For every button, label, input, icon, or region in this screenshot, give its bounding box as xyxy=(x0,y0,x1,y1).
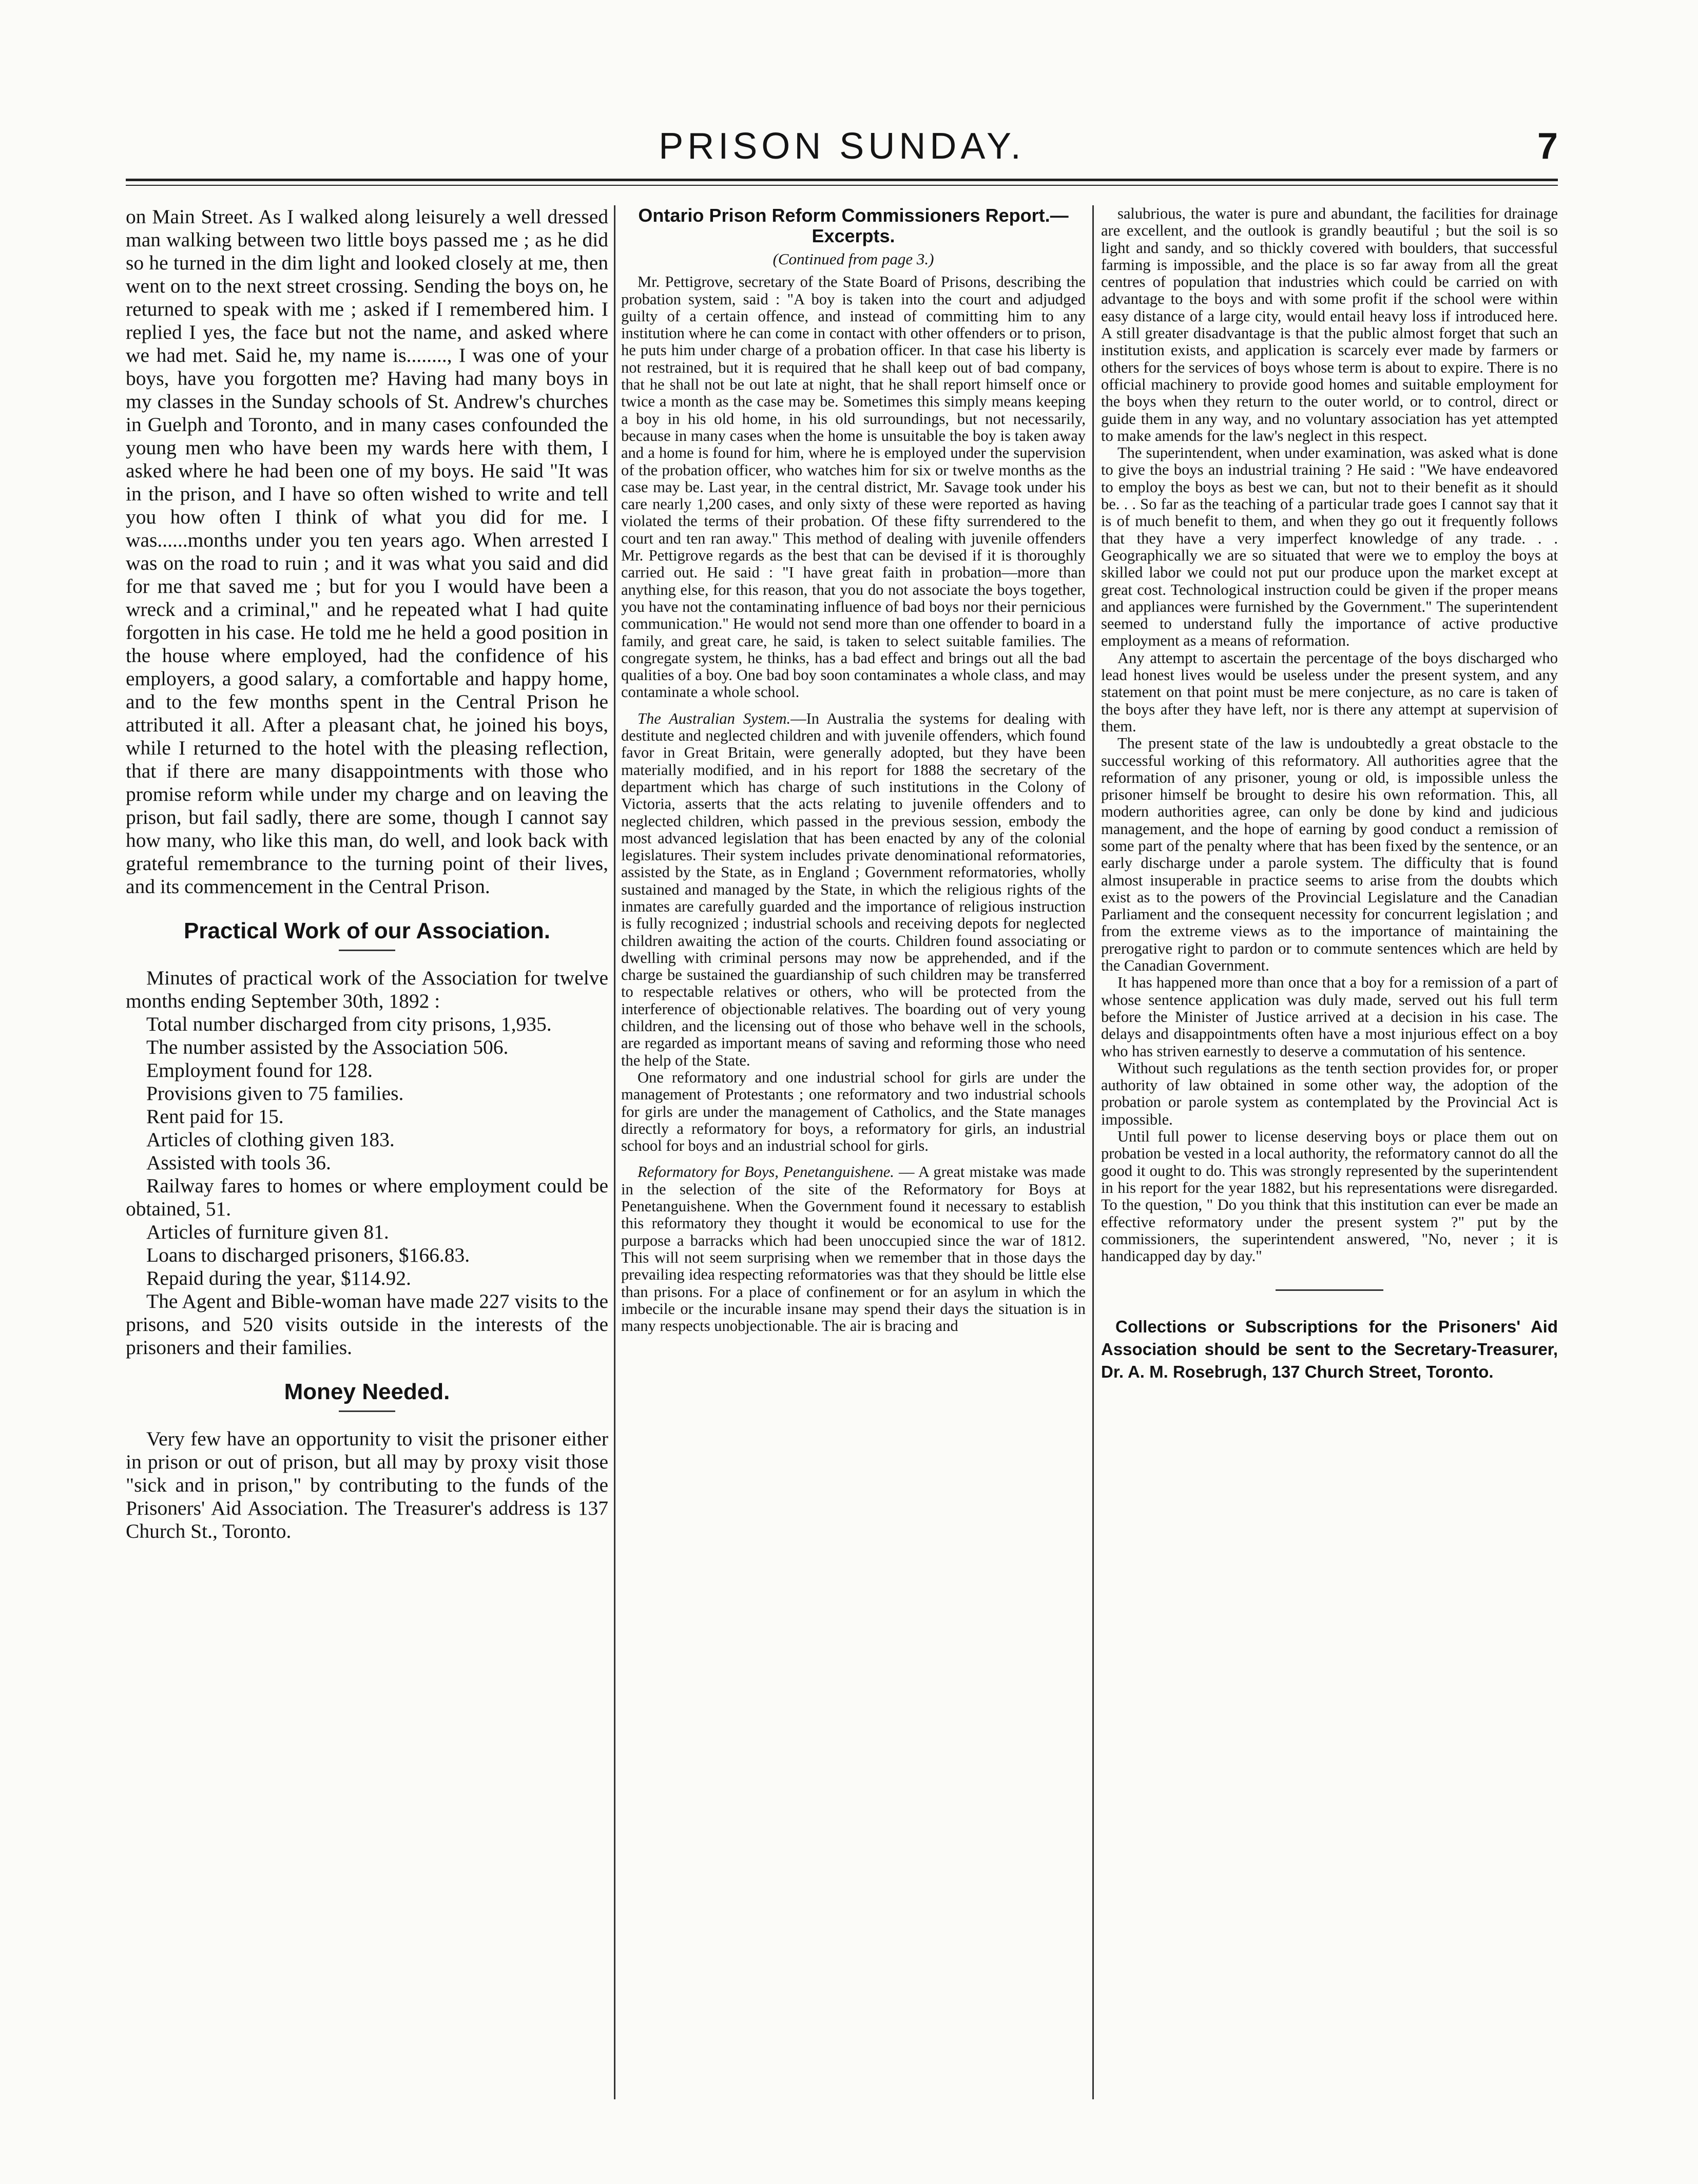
header-rule-top xyxy=(126,179,1558,181)
list-item: Provisions given to 75 families. xyxy=(146,1082,404,1105)
australian-paragraph xyxy=(621,710,1086,1069)
list-item: The number assisted by the Association 506. xyxy=(146,1036,509,1058)
list-item: Articles of clothing given 183. xyxy=(146,1128,395,1151)
collections-notice: Collections or Subscriptions for the Prisoners' Aid Association should be sent to the Secretary-Treasurer, Dr. A. M. Rosebrugh, 137 Church Street, Toronto. xyxy=(1101,1317,1558,1382)
practical-list xyxy=(126,1013,608,1359)
paragraph: It has happened more than once that a boy for a remission of a part of whose sentence application was duly made, served out his full term before the Minister of Justice arrived at a decision in his case. The delays and disappointments often have a most injurious effect on a boy who has striven earnestly to deserve a commutation of his sentence. xyxy=(1101,974,1558,1060)
practical-work-heading: Practical Work of our Association. xyxy=(184,918,550,943)
paragraph: Until full power to license deserving boys or place them out on probation be vested in a local authority, the reformatory cannot do all the good it ought to do. This was strongly represented by the superintendent in his report for the year 1882, but his representations were disregarded. To the question, " Do you think that this institution can ever be made an effective reformatory under the present system ?" put by the commissioners, the superintendent answered, "No, never ; it is handicapped day by day." xyxy=(1101,1128,1558,1265)
header-rule-bottom xyxy=(126,185,1558,186)
list-item: Loans to discharged prisoners, $166.83. xyxy=(146,1244,470,1266)
australian-text: —In Australia the systems for dealing with destitute and neglected children and with juvenile offenders, which found favor in Great Britain, were generally adopted, but they have been materially modified, and in his report for 1888 the secretary of the department which has charge of such institutions in the Colony of Victoria, asserts that the acts relating to juvenile offenders and to neglected children, which passed in the previous session, embody the most advanced legislation that has been enacted by any of the colonial legislatures. Their system includes private denominational reformatories, assisted by the State, as in England ; Government reformatories, wholly sustained and managed by the State, in which the religious rights of the inmates are carefully guarded and the importance of religious instruction is fully recognized ; industrial schools and receiving depots for neglected children awaiting the action of the courts. Children found associating or dwelling with criminal persons may now be apprehended, and if the charge be sustained the guardianship of such children may be transferred to respectable relatives or others, who will be protected from the interference of objectionable relatives. The boarding out of very young children, and the licensing out of those who behave well in the schools, are regarded as important means of saving and reforming those who need the help of the State. xyxy=(621,709,1086,1069)
penetang-text: — A great mistake was made in the selection of the site of the Reformatory for Boys at Penetanguishene. When the Government found it necessary to establish this reformatory they thought it would be economical to use for the purpose a barracks which had been unoccupied since the war of 1812. This will not seem surprising when we remember that in those days the prevailing idea respecting reformatories was that they should be little else than prisons. For a place of confinement or for an asylum in which the imbecile or the incurable insane may spend their days the situation is in many respects unobjectionable. The air is bracing and xyxy=(621,1163,1086,1335)
notice-rule xyxy=(1276,1289,1383,1291)
reformatory-paragraph: One reformatory and one industrial school for girls are under the management of Protestants ; one reformatory and two industrial schools for girls are under the management of Catholics, and the State manages directly a reformatory for boys, a reformatory for girls, an industrial school for boys and an industrial school for girls. xyxy=(621,1068,1086,1155)
paragraph: Without such regulations as the tenth section provides for, or proper authority of law obtained in some other way, the adoption of the probation or parole system as contemplated by the Provincial Act is impossible. xyxy=(1101,1059,1558,1128)
list-item: Total number discharged from city prisons, 1,935. xyxy=(146,1013,552,1035)
list-item: Railway fares to homes or where employment could be obtained, 51. xyxy=(126,1174,608,1220)
heading-rule xyxy=(339,1410,395,1412)
continued-note: (Continued from page 3.) xyxy=(773,250,934,268)
column-divider-left xyxy=(614,205,615,2099)
list-item: Rent paid for 15. xyxy=(146,1105,284,1128)
heading-rule xyxy=(339,950,395,951)
report-heading: Ontario Prison Reform Commissioners Report.—Excerpts. xyxy=(638,205,1069,246)
probation-paragraph: Mr. Pettigrove, secretary of the State Board of Prisons, describing the probation system, said : "A boy is taken into the court and adjudged guilty of a certain offence, and instead of committing him to any institution where he can come in contact with other offenders or to prison, he puts him under charge of a probation officer. In that case his liberty is not restrained, but it is required that he shall keep out of bad company, that he shall not be out late at night, that he shall report himself once or twice a month as the case may be. Sometimes this simply means keeping a boy in his old home, in his old surroundings, but not necessarily, because in many cases when the home is unsuitable the boy is taken away and a home is found for him, where he is employed under the supervision of the probation officer, who watches him for six or twelve months as the case may be. Last year, in the central district, Mr. Savage took under his care nearly 1,200 cases, and only sixty of these were reported as having violated the terms of their probation. Of these fifty surrendered to the court and ten ran away." This method of dealing with juvenile offenders Mr. Pettigrove regards as the best that can be devised if it is thoroughly carried out. He said : "I have great faith in probation—more than anything else, for this reason, that you do not associate the boys together, you have not the contaminating influence of bad boys nor their pernicious communication." He would not send more than one offender to board in a family, and great care, he said, is taken to select suitable families. The congregate system, he thinks, has a bad effect and brings out all the bad qualities of a boy. One bad boy soon contaminates a whole class, and may contaminate a whole school. xyxy=(621,273,1086,701)
paragraph: The present state of the law is undoubtedly a great obstacle to the successful working of this reformatory. All authorities agree that the reformation of any prisoner, young or old, is impossible unless the prisoner himself be brought to desire his own reformation. This, all modern authorities agree, can only be done by kind and judicious management, and the hope of earning by good conduct a remission of some part of the penalty where that has been fixed by the sentence, or an early discharge under a parole system. The difficulty that is found almost insuperable in practice seems to arise from the doubts which exist as to the powers of the Provincial Legislature and the Canadian Parliament and the consequent necessity for concurrent legislation ; and from the extreme views as to the importance of maintaining the prerogative right to pardon or to commute sentences which are held by the Canadian Government. xyxy=(1101,735,1558,975)
list-item: Employment found for 128. xyxy=(146,1059,373,1081)
paragraph: The superintendent, when under examination, was asked what is done to give the boys an industrial training ? He said : "We have endeavored to employ the boys as best we can, but not to their benefit as it should be. . . So far as the teaching of a particular trade goes I cannot say that it is of much benefit to them, and when they go out it frequently follows that they have a very imperfect knowledge of any trade. . . Geographically we are so situated that were we to employ the boys at skilled labor we could not put our produce upon the market except at great cost. Technological instruction could be given if the proper means and appliances were furnished by the Government." The superintendent seemed to understand fully the importance of active productive employment as a means of reformation. xyxy=(1101,444,1558,650)
column-left xyxy=(126,205,608,2138)
practical-intro: Minutes of practical work of the Association for twelve months ending September 30th, 1892 : xyxy=(126,967,608,1012)
australian-title: The Australian System. xyxy=(638,709,791,727)
column-right xyxy=(1101,205,1558,2138)
penetang-paragraph xyxy=(621,1164,1086,1335)
penetang-title: Reformatory for Boys, Penetanguishene. xyxy=(638,1163,894,1181)
page-number: 7 xyxy=(1537,126,1558,167)
money-needed-text: Very few have an opportunity to visit the prisoner either in prison or out of prison, but all may by proxy visit those "sick and in prison," by contributing to the funds of the Prisoners' Aid Association. The Treasurer's address is 137 Church St., Toronto. xyxy=(126,1427,608,1542)
list-item: Articles of furniture given 81. xyxy=(146,1221,389,1243)
list-item: Repaid during the year, $114.92. xyxy=(146,1267,411,1289)
publication-title: PRISON SUNDAY. xyxy=(659,126,1025,167)
money-needed-heading: Money Needed. xyxy=(284,1379,450,1404)
story-continuation: on Main Street. As I walked along leisurely a well dressed man walking between two little boys passed me ; as he did so he turned in the dim light and looked closely at me, then went on to the next street crossing. Sending the boys on, he returned to speak with me ; asked if I remembered him. I replied I yes, the face but not the name, and asked where we had met. Said he, my name is........, I was one of your boys, have you forgotten me? Having had many boys in my classes in the Sunday schools of St. Andrew's churches in Guelph and Toronto, and in many cases confounded the young men who have been my wards here with them, I asked where he had been one of my boys. He said "It was in the prison, and I have so often wished to write and tell you how often I think of what you did for me. I was......months under you ten years ago. When arrested I was on the road to ruin ; and it was what you said and did for me that saved me ; but for you I would have been a wreck and a criminal," and he repeated what I had quite forgotten in his case. He told me he held a good position in the house where employed, had the confidence of his employers, a good salary, a comfortable and happy home, and to the few months spent in the Central Prison he attributed it all. After a pleasant chat, he joined his boys, while I returned to the hotel with the pleasing reflection, that if there are many disappointments with those who promise reform while under my charge and on leaving the prison, but fail sadly, there are some, though I cannot say how many, who like this man, do well, and look back with grateful remembrance to the turning point of their lives, and its commencement in the Central Prison. xyxy=(126,205,608,898)
paragraph: salubrious, the water is pure and abundant, the facilities for drainage are excellent, and the outlook is grandly beautiful ; but the soil is so light and sandy, and so thickly covered with boulders, that successful farming is impossible, and the place is so far away from all the great centres of population that industries which could be carried on with advantage to the boys and with some profit if the school were within easy distance of a large city, would entail heavy loss if introduced here. A still greater disadvantage is that the public almost forget that such an institution exists, and application is scarcely ever made by farmers or others for the services of boys whose term is about to expire. There is no official machinery to provide good homes and suitable employment for the boys when they return to the outer world, or to control, direct or guide them in any way, and no voluntary association has yet attempted to make amends for the law's neglect in this respect. xyxy=(1101,205,1558,444)
page-header xyxy=(126,122,1558,171)
column-divider-right xyxy=(1092,205,1094,2099)
list-item: Assisted with tools 36. xyxy=(146,1151,331,1174)
list-item: The Agent and Bible-woman have made 227 visits to the prisons, and 520 visits outside in the interests of the prisoners and their families. xyxy=(126,1290,608,1359)
paragraph: Any attempt to ascertain the percentage of the boys discharged who lead honest lives would be useless under the present system, and any statement on that point must be mere conjecture, as no care is taken of the boys after they have left, nor is there any attempt at supervision of them. xyxy=(1101,649,1558,735)
column-middle xyxy=(621,205,1086,2138)
